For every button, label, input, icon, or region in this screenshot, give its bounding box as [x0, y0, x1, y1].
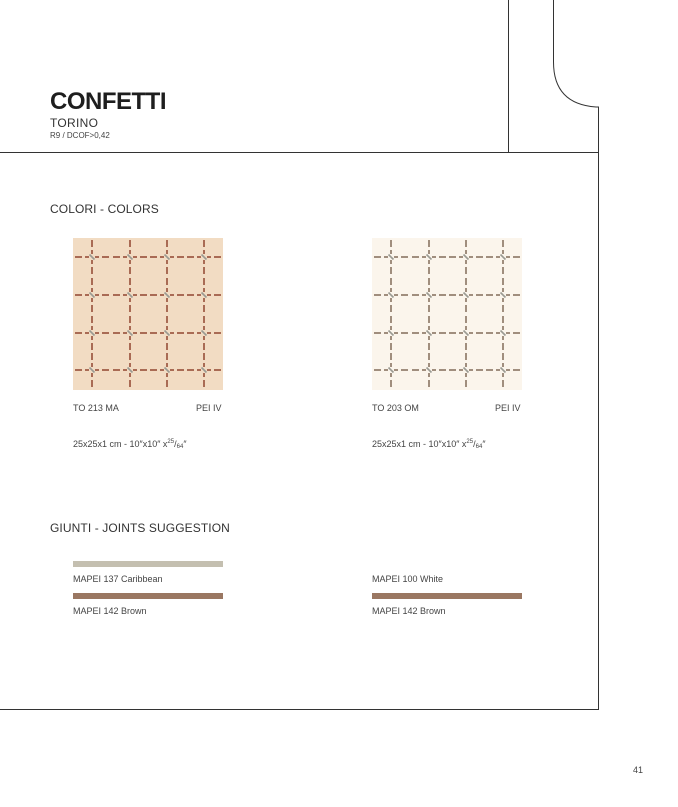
joint-label-brown-left: MAPEI 142 Brown [73, 606, 147, 616]
joint-color-swatch-white [372, 561, 522, 567]
joint-color-swatch-caribbean [73, 561, 223, 567]
joint-color-swatch-brown-right [372, 593, 522, 599]
tile-code-2: TO 203 OM [372, 403, 419, 413]
joint-color-swatch-brown-left [73, 593, 223, 599]
tile-code-1: TO 213 MA [73, 403, 119, 413]
joint-label-caribbean: MAPEI 137 Caribbean [73, 574, 163, 584]
joints-heading: GIUNTI - JOINTS SUGGESTION [50, 521, 230, 535]
joint-label-brown-right: MAPEI 142 Brown [372, 606, 446, 616]
tile-pei-2: PEI IV [495, 403, 521, 413]
colors-heading: COLORI - COLORS [50, 202, 159, 216]
tile-swatch-to-213-ma [73, 238, 223, 390]
page-number: 41 [633, 765, 644, 775]
tile-size-2: 25x25x1 cm - 10″x10″ $x^{25}/_{64}''$ [372, 439, 486, 450]
tile-size-1: 25x25x1 cm - 10″x10″ $x^{25}/_{64}''$ [73, 439, 187, 450]
tile-swatch-to-203-om [372, 238, 522, 390]
slip-rating-spec: R9 / DCOF>0,42 [50, 131, 110, 140]
tile-pei-1: PEI IV [196, 403, 222, 413]
page-subtitle: TORINO [50, 116, 99, 130]
page-title: CONFETTI [50, 88, 166, 115]
joint-label-white: MAPEI 100 White [372, 574, 444, 584]
